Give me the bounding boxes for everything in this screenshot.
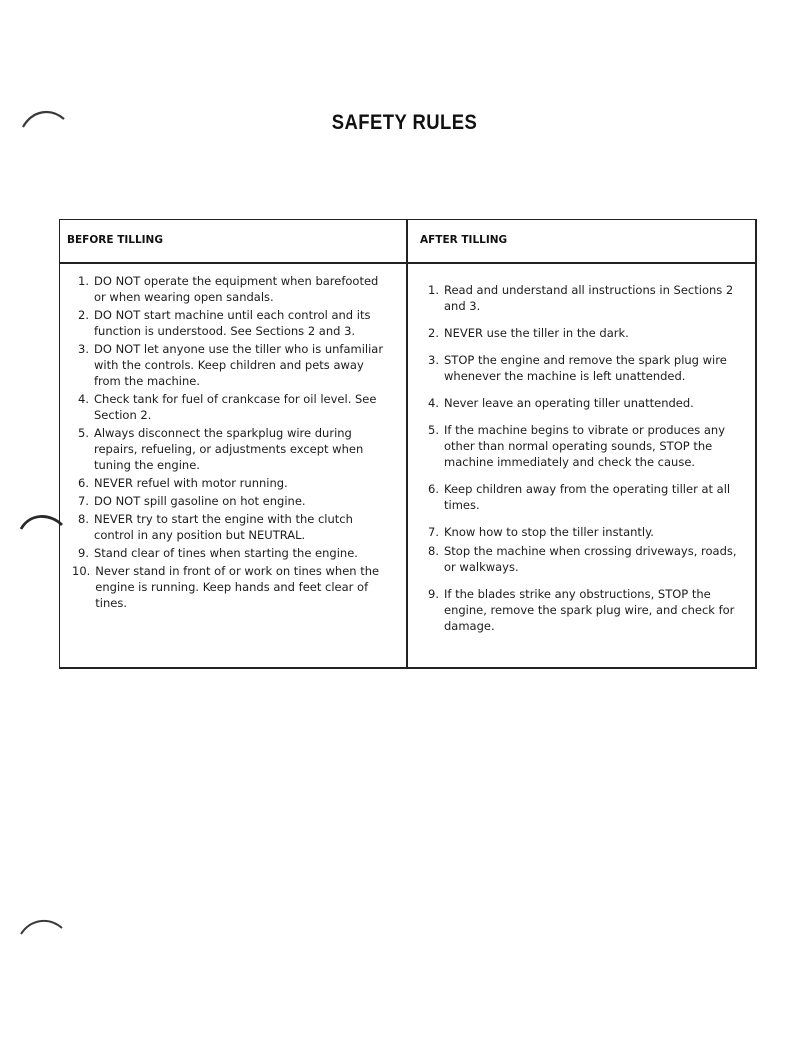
list-item [72,425,392,473]
rule-number: 2. [428,326,439,340]
rule-text: STOP the engine and remove the spark plug wire whenever the machine is left unattended. [444,353,727,383]
list-item [422,352,746,384]
list-item [422,481,746,513]
rule-number: 3. [428,353,439,367]
rule-text: Stop the machine when crossing driveways, roads, or walkways. [444,544,737,574]
rule-text: NEVER refuel with motor running. [94,476,288,490]
list-item [422,524,746,540]
rule-number: 8. [428,544,439,558]
rule-number: 2. [78,308,89,322]
rule-number: 5. [428,423,439,437]
list-item [72,493,392,509]
list-item [422,586,746,634]
rule-text: Never leave an operating tiller unattended. [444,396,694,410]
list-item [72,563,392,611]
list-item [72,341,392,389]
rule-number: 5. [78,426,89,440]
rule-text: DO NOT spill gasoline on hot engine. [94,494,306,508]
rule-text: Always disconnect the sparkplug wire during repairs, refueling, or adjustments except when tuning the engine. [94,426,364,472]
after-tilling-heading: AFTER TILLING [420,234,508,246]
rule-number: 7. [428,525,439,539]
binder-hole-mark [18,912,66,942]
rule-number: 9. [428,587,439,601]
rule-text: Know how to stop the tiller instantly. [444,525,654,539]
safety-rules-table [59,219,757,669]
rule-number: 1. [78,274,89,288]
rule-text: DO NOT start machine until each control and its function is understood. See Sections 2 and 3. [94,308,371,338]
list-item [422,395,746,411]
list-item [422,422,746,470]
rule-text: DO NOT operate the equipment when barefooted or when wearing open sandals. [94,274,379,304]
rule-text: NEVER use the tiller in the dark. [444,326,629,340]
rule-text: Keep children away from the operating tiller at all times. [444,482,731,512]
list-item [72,273,392,305]
rule-number: 4. [78,392,89,406]
rule-number: 6. [78,476,89,490]
list-item [422,282,746,314]
rule-text: If the blades strike any obstructions, STOP the engine, remove the spark plug wire, and check for damage. [444,587,735,633]
list-item [72,475,392,491]
list-item [422,325,746,341]
rule-number: 7. [78,494,89,508]
rule-number: 10. [72,564,91,578]
rule-number: 8. [78,512,89,526]
list-item [72,391,392,423]
list-item [72,511,392,543]
rule-text: Stand clear of tines when starting the engine. [94,546,358,560]
after-tilling-list [422,282,746,645]
rule-text: Read and understand all instructions in Sections 2 and 3. [444,283,734,313]
page-title: SAFETY RULES [331,111,478,134]
rule-number: 9. [78,546,89,560]
column-divider [406,220,408,667]
list-item [72,307,392,339]
list-item [72,545,392,561]
rule-text: DO NOT let anyone use the tiller who is unfamiliar with the controls. Keep children and pets away from the machine. [94,342,384,388]
before-tilling-heading: BEFORE TILLING [67,234,163,246]
list-item [422,543,746,575]
rule-number: 1. [428,283,439,297]
rule-number: 3. [78,342,89,356]
rule-number: 4. [428,396,439,410]
before-tilling-list [72,273,392,613]
header-divider [60,262,755,264]
rule-number: 6. [428,482,439,496]
rule-text: NEVER try to start the engine with the clutch control in any position but NEUTRAL. [94,512,353,542]
rule-text: Check tank for fuel of crankcase for oil level. See Section 2. [94,392,377,422]
rule-text: If the machine begins to vibrate or produces any other than normal operating sounds, STOP the machine immediately and check the cause. [444,423,726,469]
rule-text: Never stand in front of or work on tines when the engine is running. Keep hands and feet clear of tines. [95,564,380,610]
